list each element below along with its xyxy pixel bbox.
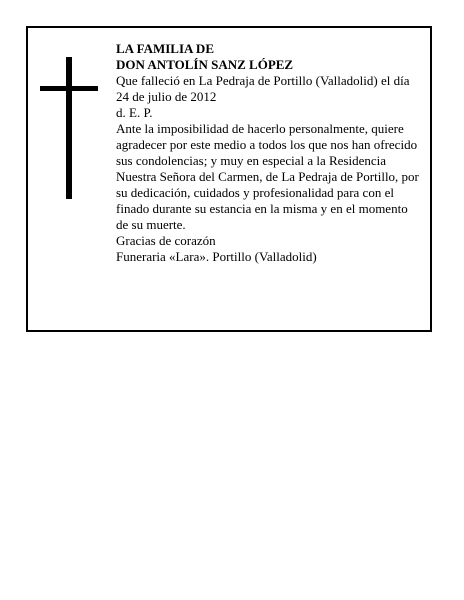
- funeral-home: Funeraria «Lara». Portillo (Valladolid): [116, 249, 317, 264]
- death-info: Que falleció en La Pedraja de Portillo (Valladolid) el día 24 de julio de 2012: [116, 73, 410, 104]
- notice-text: [116, 41, 422, 265]
- obituary-notice: [26, 26, 432, 332]
- heading-family: LA FAMILIA DE: [116, 41, 214, 56]
- cross-horizontal-bar: [40, 86, 98, 91]
- cross-vertical-bar: [66, 57, 72, 199]
- heading-deceased-name: DON ANTOLÍN SANZ LÓPEZ: [116, 57, 294, 72]
- rip-text: d. E. P.: [116, 105, 153, 120]
- cross-icon: [40, 57, 98, 199]
- thanks-body: Ante la imposibilidad de hacerlo personalmente, quiere agradecer por este medio a todos los que nos han ofrecido sus condolencias; y muy en especial a la Residencia Nuestra Señora del Carmen, de La Pedraja de Portillo, por su dedicación, cuidados y profesionalidad para con el finado durante su estancia en la misma y en el momento de su muerte.: [116, 121, 419, 232]
- thanks-closing: Gracias de corazón: [116, 233, 216, 248]
